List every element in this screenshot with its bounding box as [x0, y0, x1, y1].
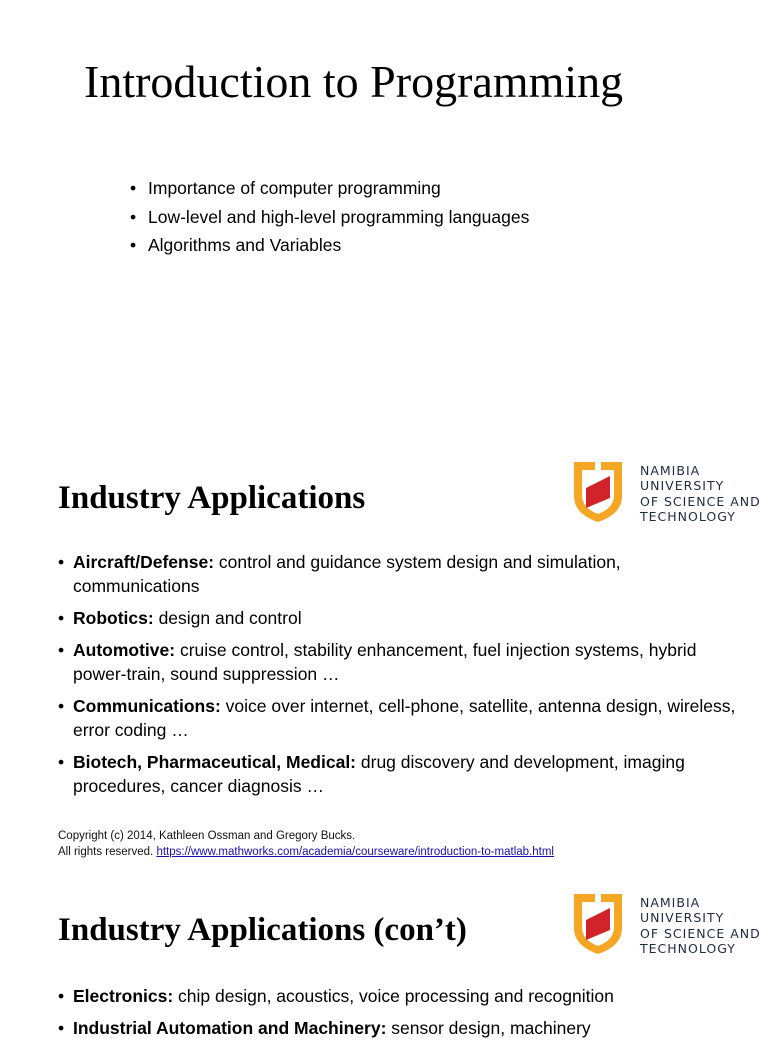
list-item: • Low-level and high-level programming languages: [128, 203, 529, 232]
shield-logo-icon: [568, 458, 628, 524]
list-item: • Automotive: cruise control, stability enhancement, fuel injection systems, hybrid power-train, sound suppression …: [58, 638, 738, 686]
slide-title: Industry Applications (con’t): [58, 912, 467, 948]
applications-list: [58, 984, 738, 1048]
list-item: • Aircraft/Defense: control and guidance system design and simulation, communications: [58, 550, 738, 598]
slide-title: Introduction to Programming: [84, 56, 624, 107]
slide-industry-applications-cont: [0, 864, 768, 1038]
list-item: • Biotech, Pharmaceutical, Medical: drug discovery and development, imaging procedures, cancer diagnosis …: [58, 750, 738, 798]
list-item: • Robotics: design and control: [58, 606, 738, 630]
applications-list: [58, 550, 738, 806]
shield-logo-icon: [568, 890, 628, 956]
list-item: • Electronics: chip design, acoustics, voice processing and recognition: [58, 984, 738, 1008]
copyright-notice: Copyright (c) 2014, Kathleen Ossman and Gregory Bucks. All rights reserved. https://www.mathworks.com/academia/courseware/introduction-to-matlab.html: [58, 830, 554, 858]
logo-wordmark: NAMIBIA UNIVERSITY OF SCIENCE AND TECHNOLOGY: [640, 463, 761, 524]
topic-list: [128, 174, 529, 260]
slide-intro: [0, 0, 768, 432]
university-logo: [568, 890, 761, 958]
courseware-link[interactable]: https://www.mathworks.com/academia/courseware/introduction-to-matlab.html: [156, 846, 554, 858]
university-logo: [568, 458, 761, 526]
list-item: • Industrial Automation and Machinery: sensor design, machinery: [58, 1016, 738, 1040]
list-item: • Importance of computer programming: [128, 174, 529, 203]
logo-wordmark: NAMIBIA UNIVERSITY OF SCIENCE AND TECHNOLOGY: [640, 895, 761, 956]
list-item: • Algorithms and Variables: [128, 231, 529, 260]
slide-industry-applications: [0, 432, 768, 864]
list-item: • Communications: voice over internet, cell-phone, satellite, antenna design, wireless, error coding …: [58, 694, 738, 742]
slide-title: Industry Applications: [58, 480, 366, 516]
